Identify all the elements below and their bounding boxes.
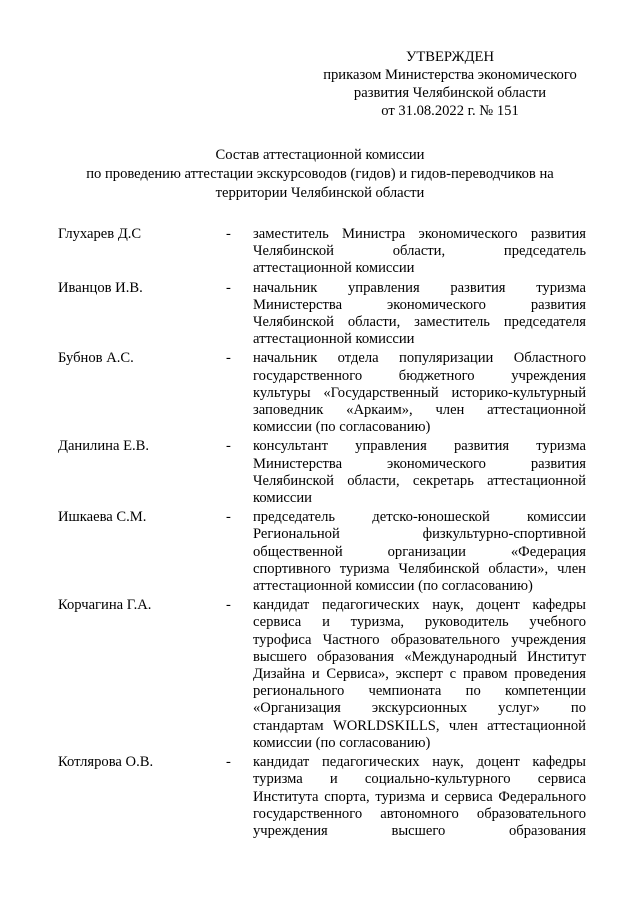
- commission-member-row: [58, 597, 586, 752]
- member-dash: -: [226, 597, 231, 614]
- member-role-description: [253, 509, 586, 595]
- member-role-line: государственного автономного образовательного: [253, 805, 586, 822]
- member-role-line: аттестационной комиссии: [253, 260, 415, 277]
- member-dash: -: [226, 279, 231, 296]
- approval-order-line: приказом Министерства экономического: [323, 67, 577, 83]
- member-role-line: аттестационной комиссии (по согласованию): [253, 578, 533, 595]
- member-dash: -: [226, 226, 231, 242]
- member-role-line: Министерства экономического развития: [253, 455, 586, 472]
- member-role-line: комиссии (по согласованию): [253, 419, 431, 436]
- member-role-line: высшего образования «Международный Институт: [253, 648, 586, 665]
- member-dash: -: [226, 509, 231, 526]
- commission-member-row: [58, 226, 586, 278]
- member-role-line: туризма и социально-культурного сервиса: [253, 771, 586, 788]
- member-name: Котлярова О.В.: [58, 754, 154, 771]
- member-name: Иванцов И.В.: [58, 279, 143, 296]
- document-title: [40, 146, 600, 203]
- member-role-line: Института спорта, туризма и сервиса Федерального: [253, 788, 586, 805]
- commission-member-row: [58, 280, 586, 349]
- member-role-line: аттестационной комиссии: [253, 331, 415, 348]
- member-dash: -: [226, 754, 231, 771]
- member-role-line: государственного бюджетного учреждения: [253, 367, 586, 384]
- member-role-line: комиссии (по согласованию): [253, 734, 431, 751]
- commission-member-row: [58, 509, 586, 595]
- member-role-line: заповедник «Аркаим», член аттестационной: [253, 402, 586, 419]
- member-role-line: учреждения высшего образования: [253, 822, 586, 839]
- member-role-line: турофиса Частного образовательного учреждения: [253, 631, 586, 648]
- member-role-description: [253, 438, 586, 507]
- member-role-line: председатель детско-юношеской комиссии: [253, 509, 586, 526]
- member-role-line: начальник управления развития туризма: [253, 279, 586, 296]
- member-role-line: консультант управления развития туризма: [253, 438, 586, 455]
- approval-ministry-line: развития Челябинской области: [353, 85, 547, 101]
- commission-member-row: [58, 350, 586, 436]
- member-role-description: [253, 754, 586, 840]
- member-name: Глухарев Д.С: [58, 226, 142, 242]
- member-name: Бубнов А.С.: [58, 350, 134, 367]
- member-role-line: Дизайна и Сервиса», эксперт с правом проведения: [253, 666, 586, 683]
- title-line-1: Состав аттестационной комиссии: [215, 147, 425, 163]
- member-role-line: Челябинской области, председатель: [253, 243, 586, 260]
- member-role-line: заместитель Министра экономического развития: [253, 226, 586, 242]
- member-dash: -: [226, 350, 231, 367]
- approval-heading: УТВЕРЖДЕН: [406, 49, 494, 65]
- member-name: Корчагина Г.А.: [58, 597, 152, 614]
- approval-date-line: от 31.08.2022 г. № 151: [381, 103, 519, 119]
- member-role-line: кандидат педагогических наук, доцент кафедры: [253, 597, 586, 614]
- member-role-line: комиссии: [253, 490, 312, 507]
- member-name: Ишкаева С.М.: [58, 509, 147, 526]
- member-role-line: кандидат педагогических наук, доцент кафедры: [253, 754, 586, 771]
- title-line-3: территории Челябинской области: [215, 185, 425, 201]
- member-role-line: стандартам WORLDSKILLS, член аттестационной: [253, 717, 586, 734]
- member-role-description: [253, 280, 586, 349]
- member-role-line: «Организация экскурсионных услуг» по: [253, 700, 586, 717]
- member-role-line: начальник отдела популяризации Областного: [253, 350, 586, 367]
- member-role-line: Министерства экономического развития: [253, 296, 586, 313]
- member-name: Данилина Е.В.: [58, 438, 150, 455]
- member-role-line: Региональной физкультурно-спортивной: [253, 526, 586, 543]
- member-role-line: регионального чемпионата по компетенции: [253, 683, 586, 700]
- member-role-line: Челябинской области, заместитель председателя: [253, 314, 586, 331]
- member-role-description: [253, 226, 586, 278]
- member-role-description: [253, 597, 586, 752]
- member-role-line: сервиса и туризма, руководитель учебного: [253, 614, 586, 631]
- member-dash: -: [226, 438, 231, 455]
- commission-member-row: [58, 754, 586, 840]
- member-role-description: [253, 350, 586, 436]
- commission-member-row: [58, 438, 586, 507]
- member-role-line: Челябинской области, секретарь аттестационной: [253, 472, 586, 489]
- member-role-line: общественной организации «Федерация: [253, 543, 586, 560]
- title-line-2: по проведению аттестации экскурсоводов (гидов) и гидов-переводчиков на: [86, 166, 554, 182]
- approval-block: [300, 48, 600, 120]
- commission-member-list: [58, 226, 586, 842]
- member-role-line: спортивного туризма Челябинской области», член: [253, 560, 586, 577]
- member-role-line: культуры «Государственный историко-культурный: [253, 384, 586, 401]
